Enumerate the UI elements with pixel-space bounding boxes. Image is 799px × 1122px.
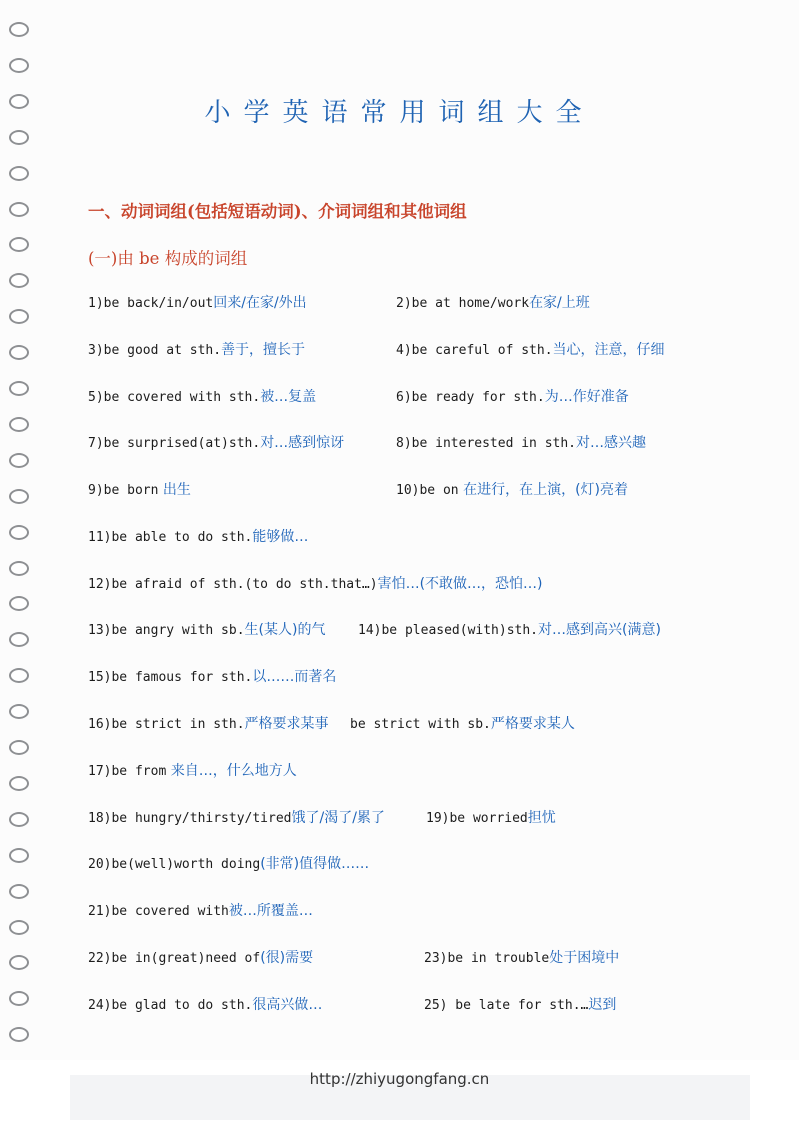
phrase-chinese: 来自…，什么地方人 [170,763,297,779]
phrase-english: 13)be angry with sb. [88,623,245,638]
phrase-chinese: 为…作好准备 [544,389,629,405]
phrase-item [426,808,556,829]
phrase-english: 17)be from [88,764,167,779]
phrase-chinese: 在家/上班 [529,295,590,311]
phrase-item [88,387,316,408]
phrase-chinese: 处于困境中 [549,950,620,966]
binder-ring [9,166,29,181]
binder-ring [9,309,29,324]
phrase-item [88,340,305,361]
binder-ring [9,955,29,970]
phrase-chinese: 以……而著名 [252,669,337,685]
phrase-chinese: 迟到 [588,997,617,1013]
phrase-english: 4)be careful of sth. [396,343,553,358]
binder-ring [9,525,29,540]
binder-ring [9,668,29,683]
phrase-item [358,620,661,641]
phrase-chinese: 能够做… [252,529,309,545]
phrase-english: 15)be famous for sth. [88,670,253,685]
phrase-english: 18)be hungry/thirsty/tired [88,811,292,826]
binder-ring [9,130,29,145]
binder-ring [9,489,29,504]
phrase-chinese: 被…复盖 [260,389,317,405]
phrase-english: 3)be good at sth. [88,343,222,358]
binder-ring [9,202,29,217]
binder-ring [9,453,29,468]
binder-ring [9,417,29,432]
binder-ring [9,632,29,647]
phrase-chinese: 严格要求某人 [490,716,575,732]
phrase-english: 5)be covered with sth. [88,390,261,405]
phrase-item [88,808,385,829]
phrase-english: 11)be able to do sth. [88,530,253,545]
binder-ring [9,381,29,396]
binder-ring [9,1027,29,1042]
phrase-chinese: (很)需要 [260,950,314,966]
section-heading: 一、动词词组(包括短语动词)、介词词组和其他词组 [88,202,467,221]
phrase-english: 7)be surprised(at)sth. [88,436,261,451]
phrase-english: 24)be glad to do sth. [88,998,253,1013]
phrase-item [396,387,629,408]
phrase-chinese: 担忧 [527,810,556,826]
phrase-english: 9)be born [88,483,159,498]
phrase-english: 1)be back/in/out [88,296,214,311]
binder-ring [9,991,29,1006]
phrase-chinese: 被…所覆盖… [228,903,313,919]
phrase-english: 22)be in(great)need of [88,951,261,966]
phrase-english: 19)be worried [426,811,528,826]
phrase-english: 6)be ready for sth. [396,390,545,405]
binder-ring [9,704,29,719]
phrase-english: 12)be afraid of sth.(to do sth.that…) [88,577,378,592]
binder-ring [9,884,29,899]
phrase-english: 20)be(well)worth doing [88,857,261,872]
phrase-chinese: 善于，擅长于 [221,342,306,358]
binder-ring [9,345,29,360]
binder-ring [9,596,29,611]
phrase-item [424,995,616,1016]
binder-ring [9,740,29,755]
binder-ring [9,22,29,37]
phrase-english: 16)be strict in sth. [88,717,245,732]
phrase-chinese: 很高兴做… [252,997,323,1013]
phrase-item [396,480,628,501]
phrase-item [88,995,322,1016]
phrase-item [88,433,344,454]
binder-rings [9,22,35,1062]
phrase-english: 2)be at home/work [396,296,530,311]
phrase-chinese: 在进行，在上演，(灯)亮着 [463,482,629,498]
phrase-item [88,854,369,875]
phrase-chinese: 生(某人)的气 [244,622,326,638]
page-title: 小学英语常用词组大全 [204,98,595,128]
phrase-item [88,901,313,922]
binder-ring [9,776,29,791]
phrase-item [350,714,575,735]
binder-ring [9,237,29,252]
binder-ring [9,561,29,576]
phrase-item [88,714,329,735]
phrase-chinese: 回来/在家/外出 [213,295,307,311]
phrase-chinese: 对…感兴趣 [576,435,647,451]
phrase-chinese: 当心，注意，仔细 [552,342,665,358]
binder-ring [9,812,29,827]
phrase-english: 23)be in trouble [424,951,550,966]
phrase-item [88,948,313,969]
subsection-heading: (一)由 be 构成的词组 [88,249,248,268]
footer-url-link[interactable]: http://zhiyugongfang.cn [309,1070,490,1088]
binder-ring [9,920,29,935]
phrase-chinese: 饿了/渴了/累了 [291,810,385,826]
phrase-item [88,620,325,641]
binder-ring [9,848,29,863]
phrase-item [396,293,590,314]
phrase-item [424,948,619,969]
phrase-chinese: (非常)值得做…… [260,856,370,872]
phrase-english: 14)be pleased(with)sth. [358,623,539,638]
binder-ring [9,273,29,288]
phrase-item [396,340,665,361]
phrase-item [88,574,543,595]
phrase-chinese: 严格要求某事 [244,716,329,732]
phrase-item [88,293,307,314]
phrase-english: 21)be covered with [88,904,229,919]
phrase-item [88,667,336,688]
binder-ring [9,58,29,73]
phrase-item [88,527,308,548]
phrase-english: 10)be on [396,483,459,498]
phrase-english: 25) be late for sth.… [424,998,589,1013]
phrase-chinese: 对…感到惊讶 [260,435,345,451]
phrase-chinese: 害怕…(不敢做…，恐怕…) [377,576,543,592]
phrase-english: 8)be interested in sth. [396,436,577,451]
phrase-item [88,761,297,782]
phrase-item [88,480,191,501]
phrase-english: be strict with sb. [350,717,491,732]
phrase-chinese: 对…感到高兴(满意) [538,622,661,638]
phrase-item [396,433,646,454]
phrase-chinese: 出生 [162,482,191,498]
